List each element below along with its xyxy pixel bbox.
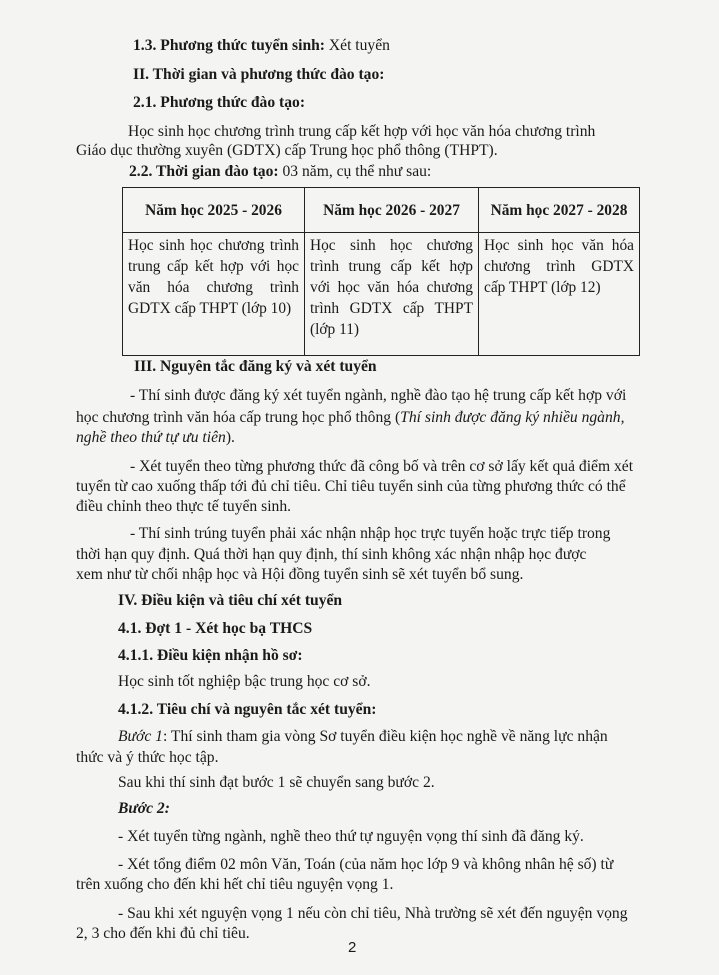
section-3-p2-line-3: điều chỉnh theo thực tế tuyển sinh. <box>76 498 292 515</box>
training-schedule-table <box>122 187 640 356</box>
section-3-p3-line-2: thời hạn quy định. Quá thời hạn quy định, thí sinh không xác nhận nhập học được <box>76 546 587 563</box>
section-2-1-line-1: Học sinh học chương trình trung cấp kết hợp với học văn hóa chương trình <box>128 123 596 140</box>
step-1-after: Sau khi thí sinh đạt bước 1 sẽ chuyển sang bước 2. <box>118 774 435 791</box>
step-2-p2-line-2: trên xuống cho đến khi hết chỉ tiêu nguyện vọng 1. <box>76 876 394 893</box>
section-3-p1-line-2: học chương trình văn hóa cấp trung học phổ thông (Thí sinh được đăng ký nhiều ngành, <box>76 409 625 426</box>
section-3-p3-line-3: xem như từ chối nhập học và Hội đồng tuyển sinh sẽ xét tuyển bổ sung. <box>76 566 524 583</box>
section-2-1-line-2: Giáo dục thường xuyên (GDTX) cấp Trung học phổ thông (THPT). <box>76 142 498 159</box>
section-4-1-1-heading: 4.1.1. Điều kiện nhận hồ sơ: <box>118 647 303 664</box>
table-header-cell: Năm học 2025 - 2026 <box>123 188 305 233</box>
table-cell: Học sinh học chương trình trung cấp kết hợp với học văn hóa chương trình GDTX cấp THPT (lớp 10) <box>123 233 305 356</box>
page-number: 2 <box>348 939 357 956</box>
section-2-1-heading: 2.1. Phương thức đào tạo: <box>133 94 306 111</box>
table-row <box>123 233 640 356</box>
section-3-p3-line-1: - Thí sinh trúng tuyển phải xác nhận nhập học trực tuyến hoặc trực tiếp trong <box>130 525 611 542</box>
section-3-heading: III. Nguyên tắc đăng ký và xét tuyển <box>134 358 377 375</box>
step-2-p3-line-2: 2, 3 cho đến khi đủ chỉ tiêu. <box>76 925 250 942</box>
step-2-p1: - Xét tuyển từng ngành, nghề theo thứ tự nguyện vọng thí sinh đã đăng ký. <box>118 828 584 845</box>
table-header-cell: Năm học 2026 - 2027 <box>305 188 479 233</box>
table-header-row <box>123 188 640 233</box>
step-2-p2-line-1: - Xét tổng điểm 02 môn Văn, Toán (của năm học lớp 9 và không nhân hệ số) từ <box>118 856 614 873</box>
section-4-1-2-heading: 4.1.2. Tiêu chí và nguyên tắc xét tuyển: <box>118 701 377 718</box>
section-4-1-heading: 4.1. Đợt 1 - Xét học bạ THCS <box>118 620 313 637</box>
section-2-heading: II. Thời gian và phương thức đào tạo: <box>133 66 385 83</box>
step-1-line-2: thức và ý thức học tập. <box>76 749 219 766</box>
table-cell: Học sinh học văn hóa chương trình GDTX cấp THPT (lớp 12) <box>479 233 640 356</box>
section-4-heading: IV. Điều kiện và tiêu chí xét tuyển <box>118 592 343 609</box>
table-cell: Học sinh học chương trình trung cấp kết hợp với học văn hóa chương trình GDTX cấp THPT (lớp 11) <box>305 233 479 356</box>
section-3-p2-line-1: - Xét tuyển theo từng phương thức đã công bố và trên cơ sở lấy kết quả điểm xét <box>130 458 634 475</box>
section-3-p1-line-1: - Thí sinh được đăng ký xét tuyển ngành, nghề đào tạo hệ trung cấp kết hợp với <box>130 387 627 404</box>
section-4-1-1-text: Học sinh tốt nghiệp bậc trung học cơ sở. <box>118 673 371 690</box>
section-3-p2-line-2: tuyển từ cao xuống thấp tới đủ chỉ tiêu. Chỉ tiêu tuyển sinh của từng phương thức có thể <box>76 478 626 495</box>
section-3-p1-line-3: nghề theo thứ tự ưu tiên). <box>76 429 235 446</box>
table-header-cell: Năm học 2027 - 2028 <box>479 188 640 233</box>
section-1-3: 1.3. Phương thức tuyển sinh: Xét tuyển <box>133 37 390 54</box>
step-1-line-1: Bước 1: Thí sinh tham gia vòng Sơ tuyển điều kiện học nghề về năng lực nhận <box>118 728 608 745</box>
step-2-p3-line-1: - Sau khi xét nguyện vọng 1 nếu còn chỉ tiêu, Nhà trường sẽ xét đến nguyện vọng <box>118 905 628 922</box>
step-2-heading: Bước 2: <box>118 800 170 817</box>
section-2-2: 2.2. Thời gian đào tạo: 03 năm, cụ thể như sau: <box>129 163 432 180</box>
